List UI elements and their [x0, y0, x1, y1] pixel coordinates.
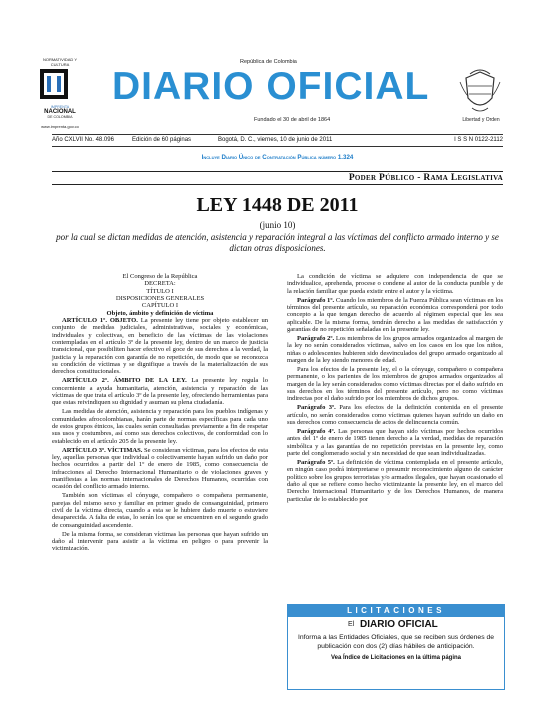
issn: I S S N 0122-2112	[454, 137, 503, 143]
edition-pages: Edición de 60 páginas	[132, 137, 192, 143]
issue-info-bar	[52, 136, 503, 145]
law-subtitle: por la cual se dictan medidas de atención, asistencia y reparación integral a las víctimas del conflicto armado interno y se dictan otras disposiciones.	[56, 232, 499, 253]
law-date: (junio 10)	[259, 220, 296, 230]
logo-sub: DE COLOMBIA	[47, 115, 73, 119]
paragraph-1-label: Parágrafo 1º.	[297, 296, 335, 304]
article-3-paragraph-2: También son víctimas el cónyuge, compañero o compañera permanente, parejas del mismo sexo y familiar en primer grado de consanguinidad, primero civil de la víctima directa, cuando a esta se le hubiere dado muerte o estuviere desaparecida. A falta de estas, lo serán los que se encuentren en el segundo grado de consanguinidad ascendente.	[52, 492, 268, 529]
includes-note: Incluye Diario Único de Contratación Pública número 1.324	[201, 154, 354, 161]
article-3-text: Se consideran víctimas, para los efectos de esta ley, aquellas personas que individual o colectivamente hayan sufrido un daño por hechos ocurridos a partir del 1º de enero de 1985, como consecuencia de infracciones al Derecho Internacional Humanitario o de violaciones graves y manifiestas a las normas internacionales de Derechos Humanos, ocurridas con ocasión del conflicto armado interno.	[52, 446, 269, 491]
logo-label: IMPRENTA	[50, 105, 70, 109]
article-3-paragraph-3: De la misma forma, se consideran víctimas las personas que hayan sufrido un daño al intervenir para asistir a la víctima en peligro o para prevenir la victimización.	[52, 530, 268, 553]
article-1-text: La presente ley tiene por objeto establecer un conjunto de medidas judiciales, administrativas, sociales y económicas, individuales y colectivas, en beneficio de las víctimas de las violaciones contempladas en el artículo 3º de la presente ley, dentro de un marco de justicia transicional, que posibiliten hacer efectivo el goce de sus derechos a la verdad, la justicia y la reparación con garantía de no repetición, de modo que se reconozca su condición de víctimas y se dignifique a través de la materialización de sus derechos constitucionales.	[52, 317, 269, 376]
law-title: LEY 1448 DE 2011	[196, 194, 359, 216]
capitulo-name: Objeto, ámbito y definición de víctima	[106, 309, 214, 317]
right-column	[287, 273, 503, 504]
decreta-label: DECRETA:	[144, 280, 176, 288]
country-label: República de Colombia	[240, 59, 297, 65]
article-1-label: ARTÍCULO 1º. OBJETO.	[62, 317, 138, 325]
victim-condition-paragraph: La condición de víctima se adquiere con independencia de que se individualice, aprehenda, procese o condene al autor de la conducta punible y de la relación familiar que pueda existir entre el autor y la víctima.	[287, 273, 503, 295]
congress-label: El Congreso de la República	[122, 273, 198, 280]
paragraph-5	[287, 459, 503, 503]
founded-label: Fundado el 30 de abril de 1864	[254, 117, 331, 123]
paragraph-4-label: Parágrafo 4º.	[297, 427, 336, 435]
coat-of-arms-icon	[458, 68, 502, 118]
section-title: Poder Público - Rama Legislativa	[348, 173, 503, 183]
logo-name: NACIONAL	[44, 109, 76, 115]
paragraph-5-label: Parágrafo 5º.	[297, 458, 335, 466]
section-bar	[52, 171, 503, 185]
imprenta-logo-icon	[40, 69, 68, 99]
paragraph-3-text: Para los efectos de la definición contenida en el presente artículo, no serán considerados como víctimas quienes hayan sufrido un daño en sus derechos como consecuencia de actos de delincuencia común.	[287, 404, 504, 426]
article-2	[52, 377, 268, 406]
paragraph-3	[287, 404, 503, 426]
article-3-label: ARTÍCULO 3º. VÍCTIMAS.	[62, 446, 143, 454]
masthead-title: DIARIO OFICIAL	[112, 65, 430, 108]
imprenta-nacional-logo	[40, 58, 80, 128]
paragraph-2-label: Parágrafo 2º.	[297, 334, 335, 342]
paragraph-1	[287, 297, 503, 334]
disposiciones-label: DISPOSICIONES GENERALES	[115, 295, 205, 303]
paragraph-4	[287, 428, 503, 457]
issue-number: Año CXLVII No. 48.096	[52, 137, 114, 143]
motto-label: Libertad y Orden	[462, 117, 500, 123]
article-2-paragraph-2: Las medidas de atención, asistencia y reparación para los pueblos indígenas y comunidades afrocolombianas, harán parte de normas específicas para cada uno de estos grupos étnicos, las cuales serán consultadas previamente a fin de respetar sus usos y costumbres, así como sus derechos colectivos, de conformidad con lo establecido en el artículo 205 de la presente ley.	[52, 408, 268, 445]
rule-bottom	[52, 146, 503, 147]
licitaciones-el: El	[348, 621, 355, 628]
licitaciones-header: LICITACIONES	[288, 605, 504, 617]
logo-url: www.imprenta.gov.co	[41, 123, 79, 129]
paragraph-3-label: Parágrafo 3º.	[297, 404, 336, 412]
place-date: Bogotá, D. C., viernes, 10 de junio de 2011	[218, 137, 333, 143]
article-2-label: ARTÍCULO 2º. ÁMBITO DE LA LEY.	[62, 377, 187, 385]
paragraph-1-text: Cuando los miembros de la Fuerza Pública sean víctimas en los términos del presente artículo, su reparación económica corresponderá por todo concepto a la que tengan derecho de acuerdo al régimen especial que les sea aplicable. De la misma forma, tendrán derecho a las medidas de satisfacción y garantías de no repetición señaladas en la presente ley.	[287, 296, 504, 333]
capitulo-label: CAPÍTULO I	[141, 302, 179, 310]
left-column	[52, 273, 268, 554]
paragraph-4-text: Las personas que hayan sido víctimas por hechos ocurridos antes del 1º de enero de 1985 tienen derecho a la verdad, medidas de reparación simbólica y a las garantías de no repetición previstas en la presente ley, como parte del conglomerado social y sin necesidad de que sean individualizadas.	[287, 427, 503, 457]
licitaciones-box	[287, 604, 505, 690]
titulo-label: TÍTULO I	[146, 287, 174, 295]
paragraph-2	[287, 335, 503, 364]
article-3	[52, 447, 268, 491]
logo-top-text: NORMATIVIDAD Y CULTURA	[42, 57, 78, 67]
licitaciones-text: Informa a las Entidades Oficiales, que se reciben sus órdenes de publicación con dos (2) días hábiles de anticipación.	[297, 634, 495, 650]
article-2-text: La presente ley regula lo concerniente a ayuda humanitaria, atención, asistencia y reparación de las víctimas de que trata el artículo 3º de la presente ley, ofreciendo herramientas para que estas reivindiquen su dignidad y asuman su plena ciudadanía.	[52, 377, 268, 407]
licitaciones-footer: Vea Índice de Licitaciones en la última página	[330, 655, 462, 661]
licitaciones-name: DIARIO OFICIAL	[360, 619, 438, 630]
paragraph-2-continued: Para los efectos de la presente ley, el o la cónyuge, compañero o compañera permanente, o los parientes de los miembros de grupos armados organizados al margen de la ley serán considerados como víctimas directas por el daño sufrido en sus derechos en los términos del presente artículo, pero no como víctimas indirectas por el daño sufrido por los miembros de dichos grupos.	[287, 365, 503, 403]
article-1	[52, 317, 268, 376]
paragraph-2-text: Los miembros de los grupos armados organizados al margen de la ley no serán considerados víctimas, salvo en los casos en los que los niños, niñas o adolescentes hubieren sido desvinculados del grupo armado organizado al margen de la ley siendo menores de edad.	[287, 334, 503, 364]
paragraph-5-text: La definición de víctima contemplada en el presente artículo, en ningún caso podrá interpretarse o presumir reconocimiento alguno de carácter político sobre los grupos terroristas y/o armados ilegales, que hayan ocasionado el daño al que se refiere como hecho victimizante la presente ley, en el marco del Derecho Internacional Humanitario y de los Derechos Humanos, de manera particular de lo establecido por	[287, 458, 503, 503]
rule-top	[52, 134, 503, 135]
